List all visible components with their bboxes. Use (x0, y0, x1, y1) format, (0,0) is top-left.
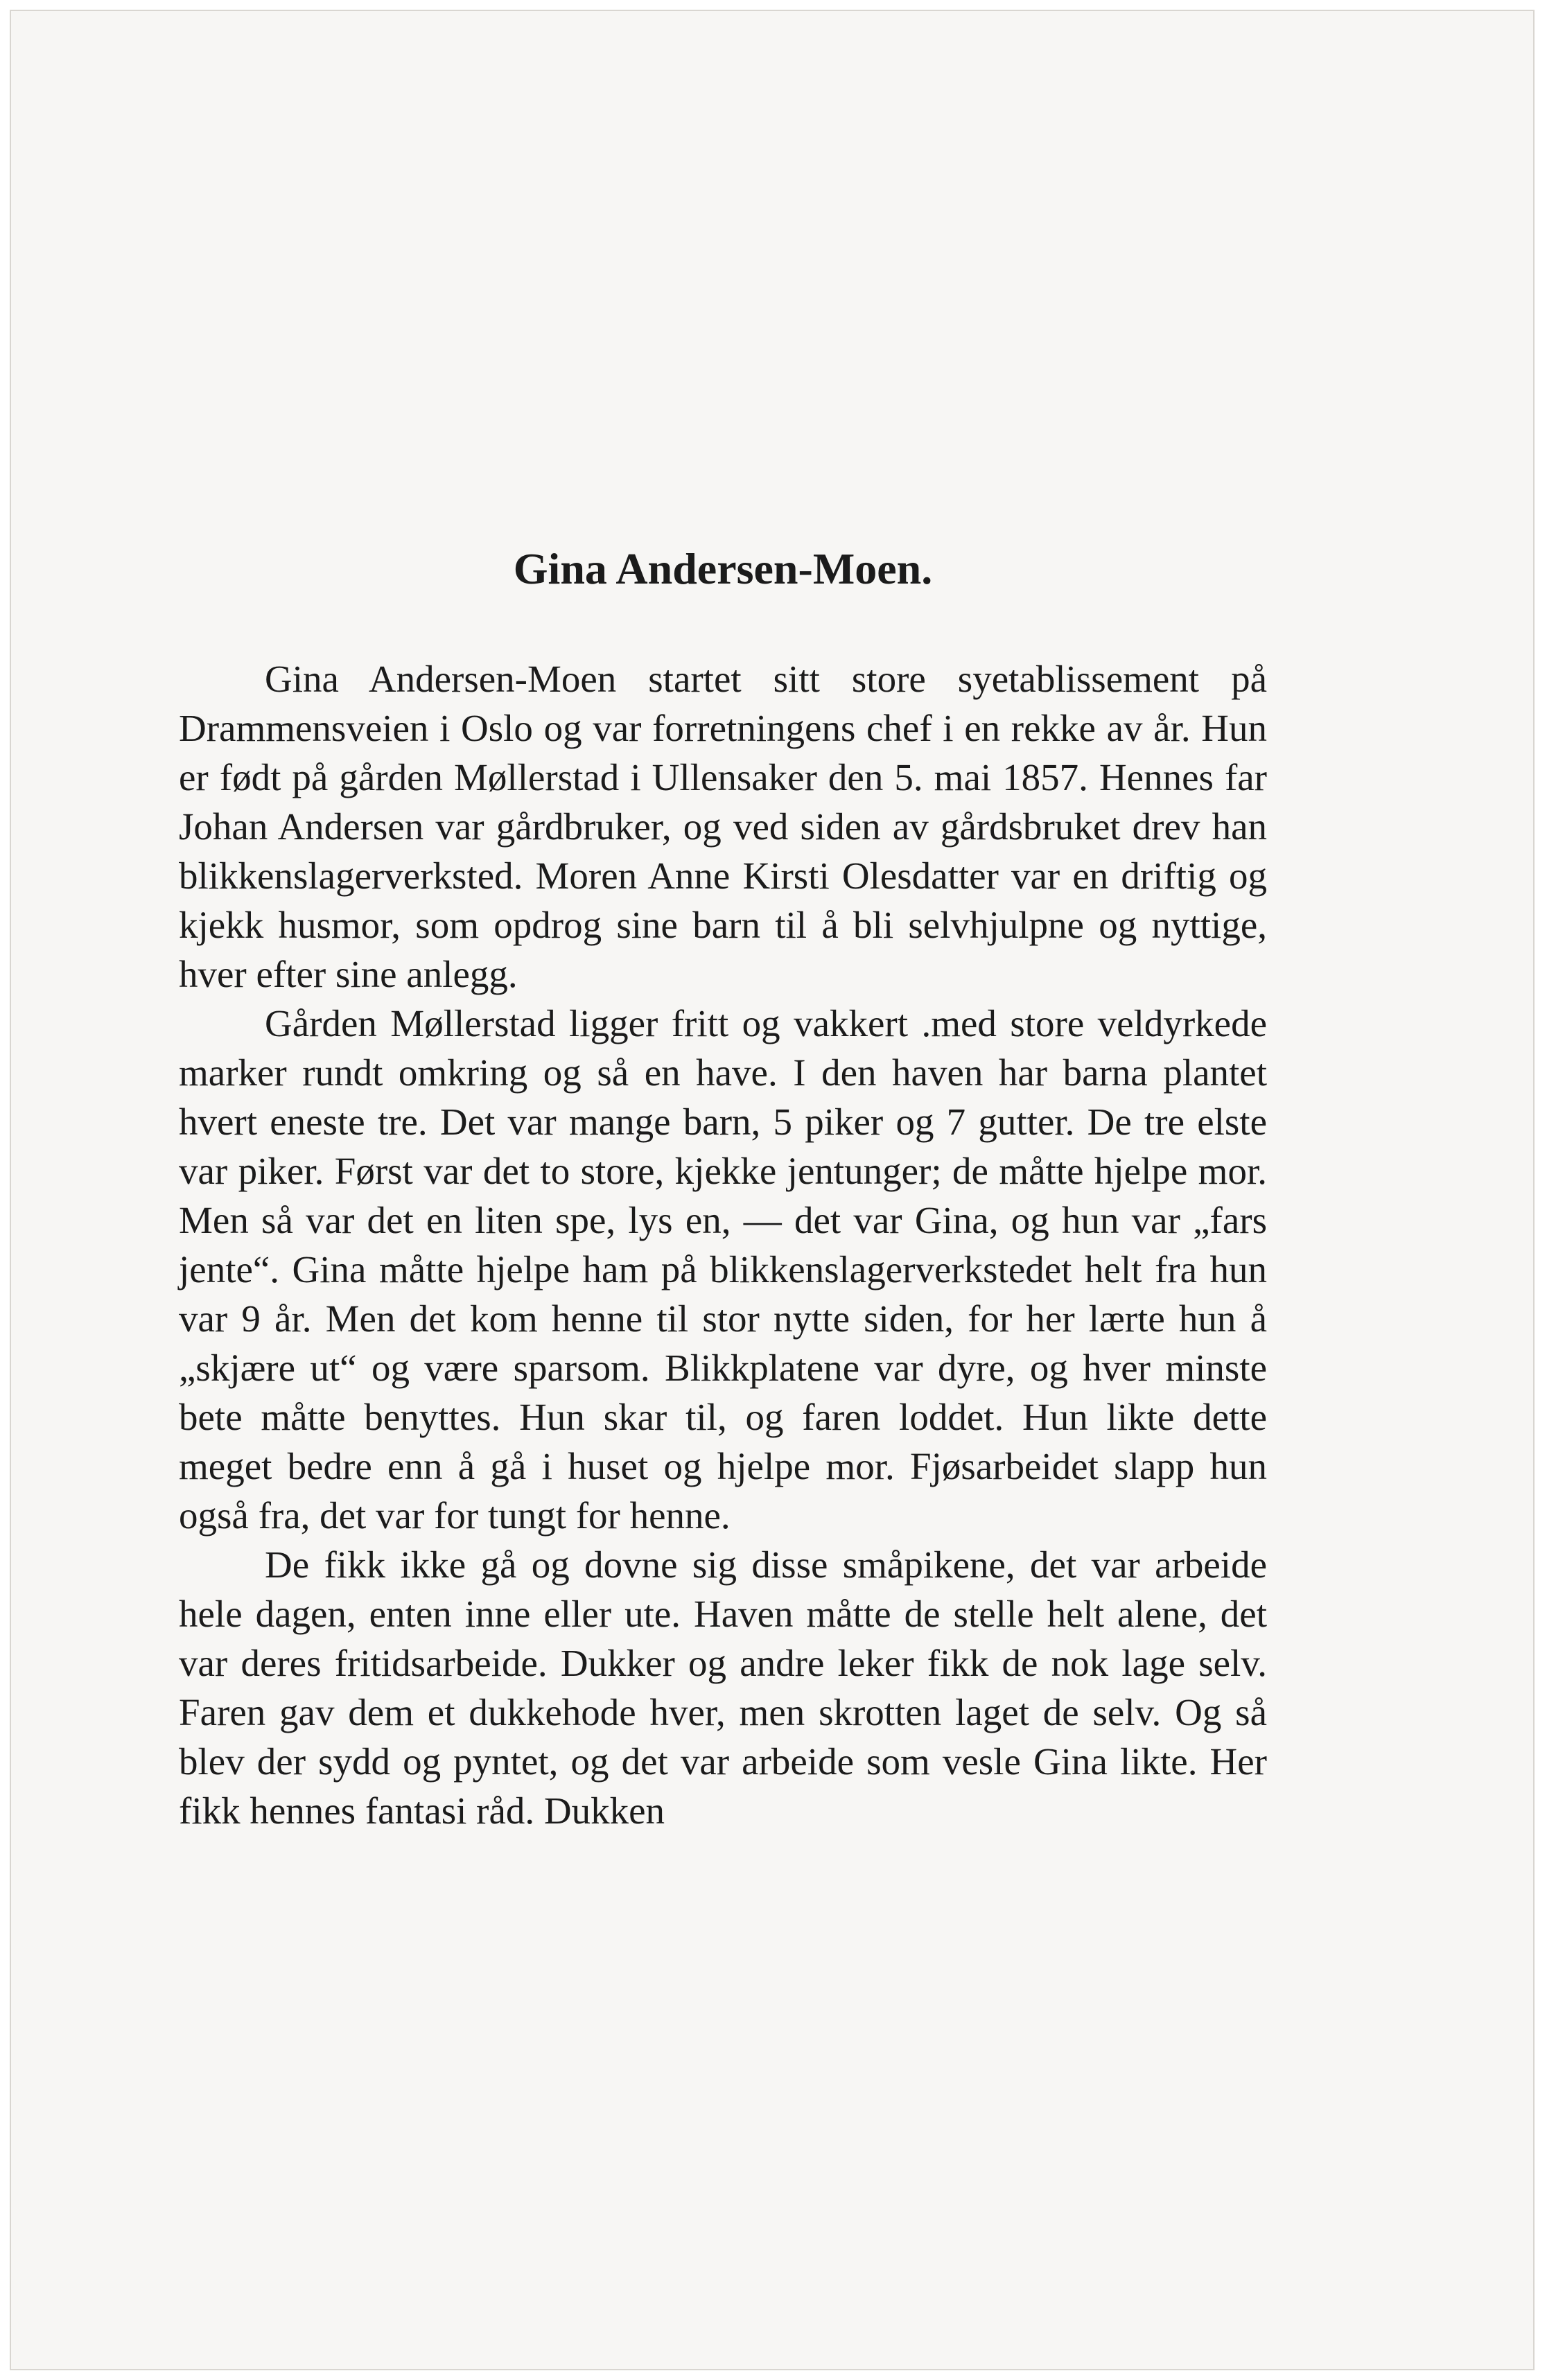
text-block (179, 545, 1267, 1835)
paragraph-3: De fikk ikke gå og dovne sig disse småpikene, det var arbeide hele dagen, enten inne eller ute. Haven måtte de stelle helt alene, det var deres fritidsarbeide. Dukker og andre leker fikk de nok lage selv. Faren gav dem et dukkehode hver, men skrotten laget de selv. Og så blev der sydd og pyntet, og det var arbeide som vesle Gina likte. Her fikk hennes fantasi råd. Dukken (179, 1543, 1267, 1832)
document-title: Gina Andersen-Moen. (513, 544, 933, 593)
paragraph-2: Gården Møllerstad ligger fritt og vakkert .med store veldyrkede marker rundt omkring og så en have. I den haven har barna plantet hvert eneste tre. Det var mange barn, 5 piker og 7 gutter. De tre elste var piker. Først var det to store, kjekke jentunger; de måtte hjelpe mor. Men så var det en liten spe, lys en, — det var Gina, og hun var „fars jente“. Gina måtte hjelpe ham på blikkenslagerverkstedet helt fra hun var 9 år. Men det kom henne til stor nytte siden, for her lærte hun å „skjære ut“ og være sparsom. Blikkplatene var dyre, og hver minste bete måtte benyttes. Hun skar til, og faren loddet. Hun likte dette meget bedre enn å gå i huset og hjelpe mor. Fjøsarbeidet slapp hun også fra, det var for tungt for henne. (179, 1002, 1267, 1537)
document-page (10, 10, 1535, 2370)
paragraph-1: Gina Andersen-Moen startet sitt store syetablissement på Drammensveien i Oslo og var forretningens chef i en rekke av år. Hun er født på gården Møllerstad i Ullensaker den 5. mai 1857. Hennes far Johan Andersen var gårdbruker, og ved siden av gårdsbruket drev han blikkenslagerverksted. Moren Anne Kirsti Olesdatter var en driftig og kjekk husmor, som opdrog sine barn til å bli selvhjulpne og nyttige, hver efter sine anlegg. (179, 658, 1267, 996)
